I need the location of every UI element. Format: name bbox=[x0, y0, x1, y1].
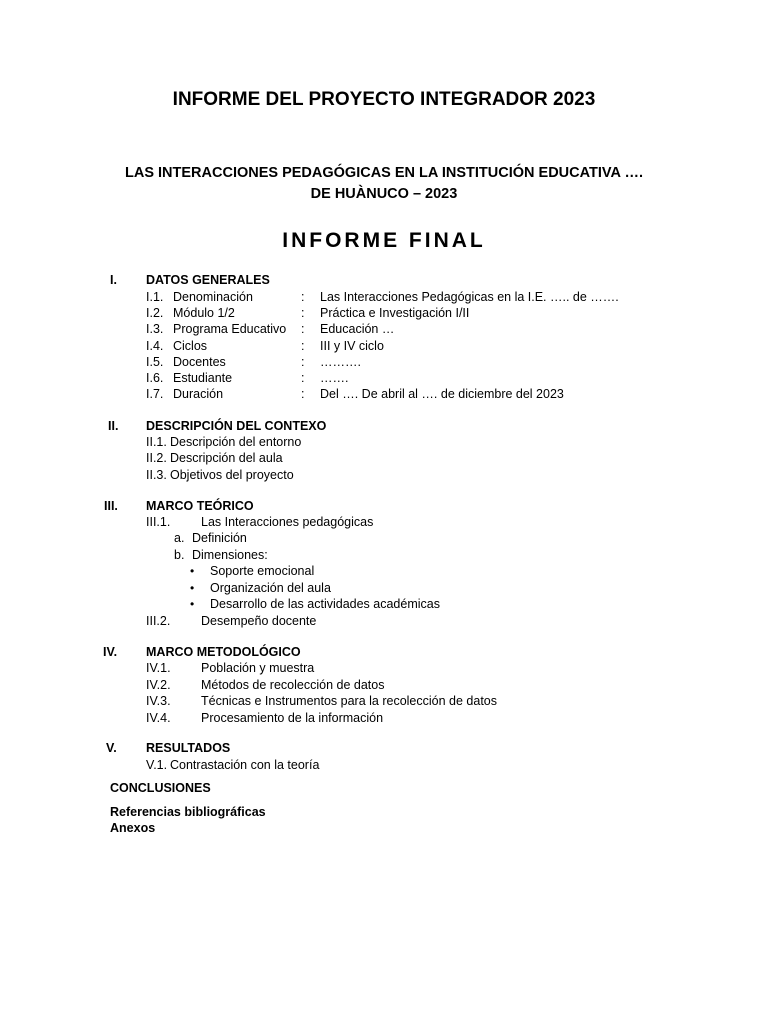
item-value: ………. bbox=[320, 355, 361, 369]
section-title: DATOS GENERALES bbox=[146, 273, 270, 287]
item-number: III.1. bbox=[146, 515, 171, 529]
item-separator: : bbox=[301, 355, 305, 369]
section-number: IV. bbox=[103, 645, 118, 659]
report-heading: INFORME FINAL bbox=[282, 229, 486, 252]
item-separator: : bbox=[301, 371, 305, 385]
item-number: I.7. bbox=[146, 387, 164, 401]
item-label: Ciclos bbox=[173, 339, 208, 353]
item-value: Las Interacciones Pedagógicas en la I.E. ….. de ……. bbox=[320, 290, 619, 304]
item-value: Del …. De abril al …. de diciembre del 2023 bbox=[320, 387, 564, 401]
item-value: III y IV ciclo bbox=[320, 339, 384, 353]
document-title: INFORME DEL PROYECTO INTEGRADOR 2023 bbox=[172, 89, 596, 110]
item-number: I.1. bbox=[146, 290, 164, 304]
item-number: IV.1. bbox=[146, 661, 171, 675]
bullet-icon: • bbox=[190, 597, 195, 611]
item-number: V.1. bbox=[146, 758, 168, 772]
item-separator: : bbox=[301, 322, 305, 336]
item-label: Estudiante bbox=[173, 371, 233, 385]
item-label: Contrastación con la teoría bbox=[170, 758, 320, 772]
bullet-item: Desarrollo de las actividades académicas bbox=[210, 597, 440, 611]
item-label: Docentes bbox=[173, 355, 226, 369]
section-title: RESULTADOS bbox=[146, 741, 231, 755]
item-number: III.2. bbox=[146, 614, 171, 628]
item-number: II.1. bbox=[146, 435, 167, 449]
item-label: Métodos de recolección de datos bbox=[201, 678, 385, 692]
item-separator: : bbox=[301, 290, 305, 304]
item-label: Las Interacciones pedagógicas bbox=[201, 515, 374, 529]
item-label: Descripción del aula bbox=[170, 451, 283, 465]
item-separator: : bbox=[301, 306, 305, 320]
sub-item-label: Definición bbox=[192, 531, 247, 545]
sub-item-letter: b. bbox=[174, 548, 185, 562]
section-number: III. bbox=[104, 499, 118, 513]
section-number: I. bbox=[110, 273, 117, 287]
item-label: Módulo 1/2 bbox=[173, 306, 235, 320]
conclusions-heading: CONCLUSIONES bbox=[110, 781, 211, 795]
item-value: ……. bbox=[320, 371, 349, 385]
item-number: II.3. bbox=[146, 468, 167, 482]
item-number: I.4. bbox=[146, 339, 164, 353]
item-separator: : bbox=[301, 387, 305, 401]
item-number: I.2. bbox=[146, 306, 164, 320]
item-number: I.6. bbox=[146, 371, 164, 385]
item-label: Población y muestra bbox=[201, 661, 315, 675]
sub-item-letter: a. bbox=[174, 531, 185, 545]
item-label: Denominación bbox=[173, 290, 253, 304]
subtitle-line-2: DE HUÀNUCO – 2023 bbox=[310, 186, 458, 202]
item-value: Práctica e Investigación I/II bbox=[320, 306, 470, 320]
item-number: IV.2. bbox=[146, 678, 171, 692]
bullet-icon: • bbox=[190, 564, 195, 578]
section-number: V. bbox=[106, 741, 117, 755]
item-number: IV.4. bbox=[146, 711, 171, 725]
item-label: Procesamiento de la información bbox=[201, 711, 384, 725]
sub-item-label: Dimensiones: bbox=[192, 548, 268, 562]
item-label: Descripción del entorno bbox=[170, 435, 302, 449]
item-number: I.3. bbox=[146, 322, 164, 336]
item-label: Desempeño docente bbox=[201, 614, 317, 628]
item-label: Duración bbox=[173, 387, 224, 401]
item-number: IV.3. bbox=[146, 694, 171, 708]
item-label: Programa Educativo bbox=[173, 322, 287, 336]
section-title: DESCRIPCIÓN DEL CONTEXO bbox=[146, 419, 327, 433]
section-title: MARCO TEÓRICO bbox=[146, 499, 254, 513]
item-number: II.2. bbox=[146, 451, 167, 465]
bullet-item: Soporte emocional bbox=[210, 564, 315, 578]
subtitle-line-1: LAS INTERACCIONES PEDAGÓGICAS EN LA INSTITUCIÓN EDUCATIVA …. bbox=[125, 165, 643, 181]
bullet-icon: • bbox=[190, 581, 195, 595]
item-label: Objetivos del proyecto bbox=[170, 468, 294, 482]
section-number: II. bbox=[108, 419, 119, 433]
section-title: MARCO METODOLÓGICO bbox=[146, 645, 301, 659]
references-heading: Referencias bibliográficas bbox=[110, 805, 266, 819]
item-value: Educación … bbox=[320, 322, 395, 336]
item-label: Técnicas e Instrumentos para la recolección de datos bbox=[201, 694, 497, 708]
annexes-heading: Anexos bbox=[110, 821, 156, 835]
bullet-item: Organización del aula bbox=[210, 581, 331, 595]
item-separator: : bbox=[301, 339, 305, 353]
item-number: I.5. bbox=[146, 355, 164, 369]
